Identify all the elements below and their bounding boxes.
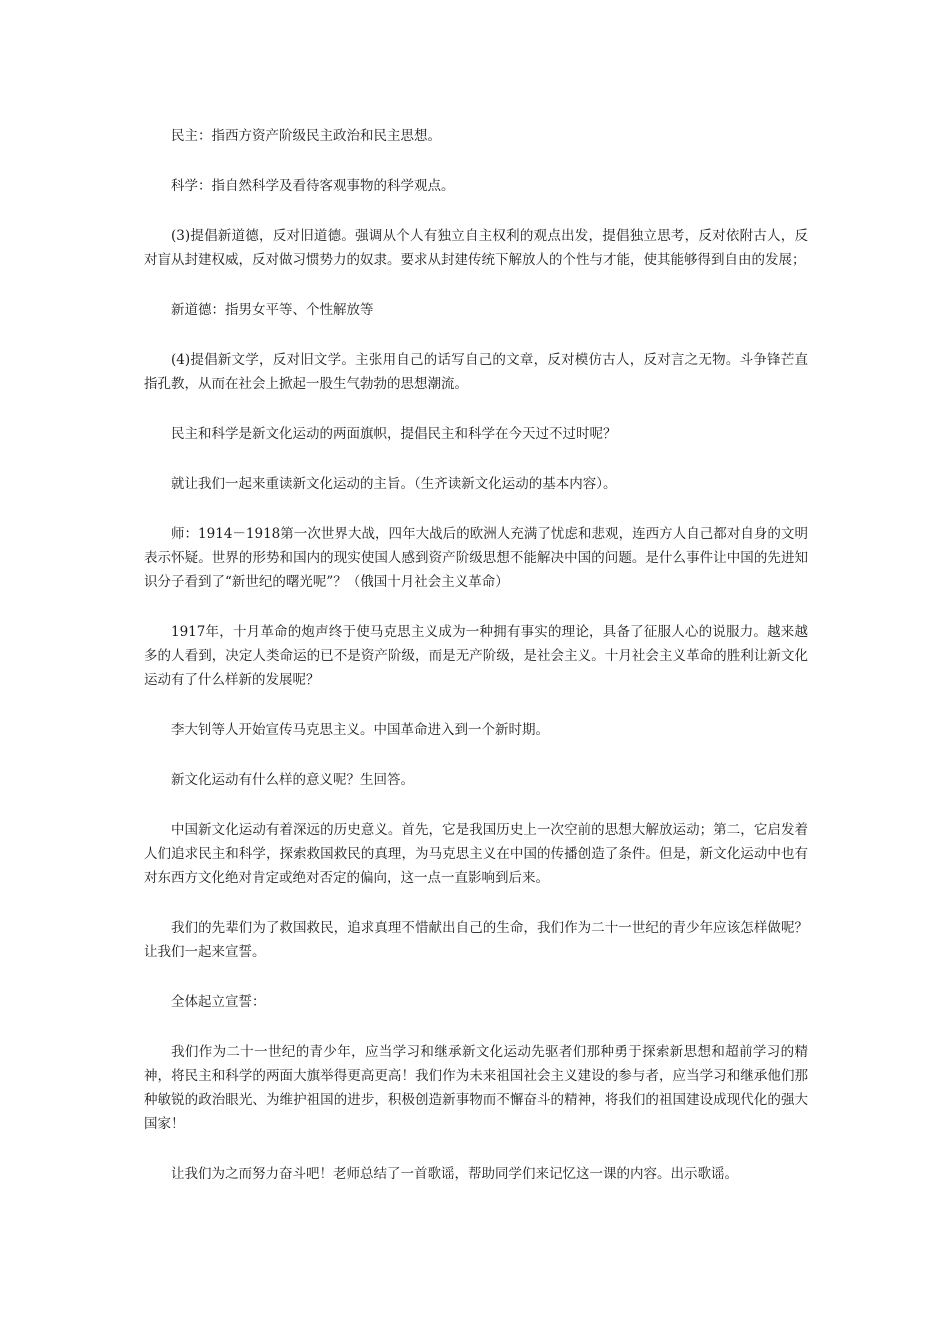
paragraph-reread-purpose: 就让我们一起来重读新文化运动的主旨。（生齐读新文化运动的基本内容）。 xyxy=(171,476,617,492)
document-body xyxy=(144,124,808,1212)
paragraph-democracy-definition: 民主：指西方资产阶级民主政治和民主思想。 xyxy=(171,128,441,144)
paragraph-question-democracy-science: 民主和科学是新文化运动的两面旗帜，提倡民主和科学在今天过不过时呢？ xyxy=(171,426,617,442)
paragraph-significance-question: 新文化运动有什么样的意义呢？生回答。 xyxy=(171,772,414,788)
paragraph-new-morality: (3)提倡新道德，反对旧道德。强调从个人有独立自主权利的观点出发，提倡独立思考，反对依附古人，反对盲从封建权威，反对做习惯势力的奴隶。要求从封建传统下解放人的个性与才能，使其能够得到自由的发展； xyxy=(144,228,808,268)
paragraph-october-revolution: 1917年，十月革命的炮声终于使马克思主义成为一种拥有事实的理论，具备了征服人心的说服力。越来越多的人看到，决定人类命运的已不是资产阶级，而是无产阶级，是社会主义。十月社会主义革命的胜利让新文化运动有了什么样新的发展呢？ xyxy=(144,624,808,688)
paragraph-li-dazhao: 李大钊等人开始宣传马克思主义。中国革命进入到一个新时期。 xyxy=(171,722,549,738)
paragraph-new-morality-definition: 新道德：指男女平等、个性解放等 xyxy=(171,302,374,318)
paragraph-historical-significance: 中国新文化运动有着深远的历史意义。首先，它是我国历史上一次空前的思想大解放运动；第二，它启发着人们追求民主和科学，探索救国救民的真理，为马克思主义在中国的传播创造了条件。但是，新文化运动中也有对东西方文化绝对肯定或绝对否定的偏向，这一点一直影响到后来。 xyxy=(144,822,808,886)
paragraph-new-literature: (4)提倡新文学，反对旧文学。主张用自己的话写自己的文章，反对模仿古人，反对言之无物。斗争锋芒直指孔教，从而在社会上掀起一股生气勃勃的思想潮流。 xyxy=(144,352,808,392)
paragraph-teacher-ww1: 师：1914－1918第一次世界大战，四年大战后的欧洲人充满了忧虑和悲观，连西方人自己都对自身的文明表示怀疑。世界的形势和国内的现实使国人感到资产阶级思想不能解决中国的问题。是什么事件让中国的先进知识分子看到了“新世纪的曙光呢”？（俄国十月社会主义革命） xyxy=(144,526,808,590)
paragraph-science-definition: 科学：指自然科学及看待客观事物的科学观点。 xyxy=(171,178,455,194)
paragraph-song-intro: 让我们为之而努力奋斗吧！老师总结了一首歌谣，帮助同学们来记忆这一课的内容。出示歌谣。 xyxy=(171,1166,738,1182)
paragraph-ancestors: 我们的先辈们为了救国救民，追求真理不惜献出自己的生命，我们作为二十一世纪的青少年应该怎样做呢？让我们一起来宣誓。 xyxy=(144,920,808,960)
paragraph-oath-text: 我们作为二十一世纪的青少年，应当学习和继承新文化运动先驱者们那种勇于探索新思想和超前学习的精神，将民主和科学的两面大旗举得更高更高！我们作为未来祖国社会主义建设的参与者，应当学习和继承他们那种敏锐的政治眼光、为维护祖国的进步，积极创造新事物而不懈奋斗的精神，将我们的祖国建设成现代化的强大国家！ xyxy=(144,1044,808,1132)
paragraph-oath-intro: 全体起立宣誓： xyxy=(171,994,266,1010)
